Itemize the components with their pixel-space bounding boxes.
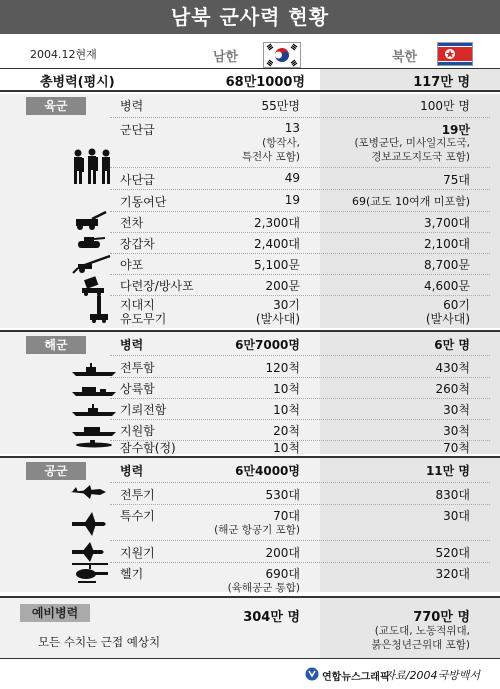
total-row <box>0 68 500 90</box>
agency-logo-icon <box>305 667 319 684</box>
total-south: 68만1000명 <box>225 75 305 90</box>
total-north: 117만 명 <box>413 75 470 90</box>
warship-icon <box>72 362 116 448</box>
army-section-label: 육군 <box>26 97 86 115</box>
north-korea-flag-icon <box>437 42 473 66</box>
air-section-label: 공군 <box>26 462 86 480</box>
north-label: 북한 <box>392 50 418 65</box>
rocket-launcher-icon <box>80 274 106 296</box>
soldiers-icon <box>70 148 114 186</box>
tank-icon <box>76 233 106 251</box>
source: 자료/2004국방백서 <box>384 669 480 682</box>
agency-name: 연합뉴스그래픽 <box>322 672 390 683</box>
total-label: 총병력(평시) <box>40 75 115 90</box>
south-label: 남한 <box>213 50 239 65</box>
howitzer-icon <box>72 254 112 274</box>
missile-launcher-icon <box>88 294 110 324</box>
south-korea-flag-icon <box>263 42 301 68</box>
column-header <box>0 40 500 70</box>
reserve-section-label: 예비병력 <box>20 604 90 622</box>
date-label: 2004.12현재 <box>30 48 97 61</box>
artillery-icon <box>72 210 108 230</box>
page-title: 남북 군사력 현황 <box>0 0 500 34</box>
helicopter-icon <box>70 560 110 588</box>
footer <box>0 662 500 689</box>
navy-section-label: 해군 <box>26 336 86 354</box>
